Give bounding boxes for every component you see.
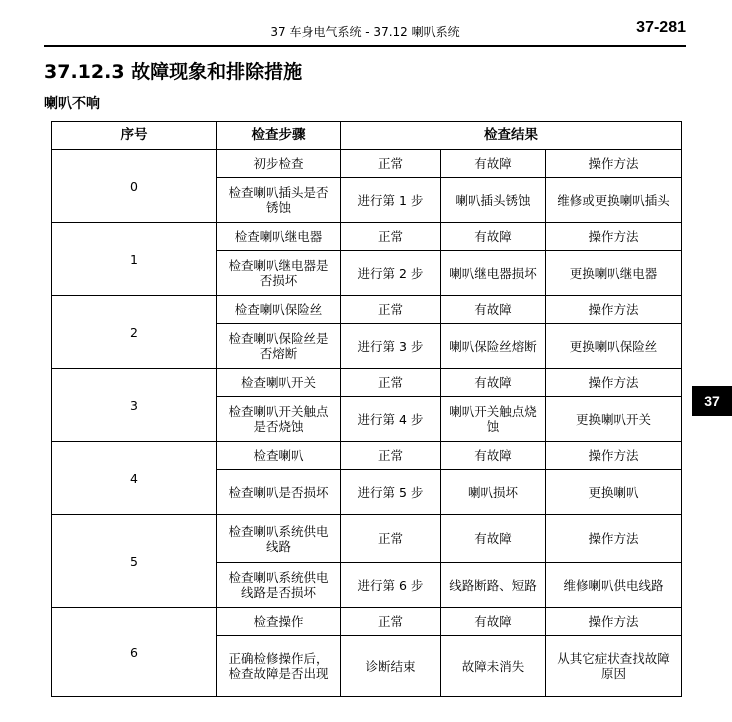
table-row [52, 369, 682, 397]
step-cell: 检查喇叭插头是否锈蚀 [217, 178, 341, 223]
table-row [52, 515, 682, 563]
running-header [44, 18, 686, 47]
result-action-cell: 维修喇叭供电线路 [546, 563, 682, 608]
result-action-cell: 从其它症状查找故障原因 [546, 636, 682, 697]
result-normal-cell: 进行第 1 步 [341, 178, 441, 223]
result-normal-cell: 进行第 3 步 [341, 324, 441, 369]
chapter-side-tab: 37 [692, 386, 732, 416]
result-fault-cell: 线路断路、短路 [441, 563, 546, 608]
step-cell: 检查喇叭是否损坏 [217, 470, 341, 515]
page-number: 37-281 [636, 19, 686, 36]
result-fault-cell: 有故障 [441, 296, 546, 324]
step-cell: 检查喇叭继电器 [217, 223, 341, 251]
header-step: 检查步骤 [217, 122, 341, 150]
result-fault-cell: 有故障 [441, 608, 546, 636]
result-fault-cell: 有故障 [441, 515, 546, 563]
step-cell: 检查操作 [217, 608, 341, 636]
subsection-title: 喇叭不响 [44, 96, 100, 112]
result-action-cell: 操作方法 [546, 608, 682, 636]
result-fault-cell: 喇叭插头锈蚀 [441, 178, 546, 223]
result-normal-cell: 进行第 5 步 [341, 470, 441, 515]
result-fault-cell: 喇叭损坏 [441, 470, 546, 515]
result-normal-cell: 进行第 6 步 [341, 563, 441, 608]
seq-cell: 3 [52, 369, 217, 442]
seq-cell: 4 [52, 442, 217, 515]
result-normal-cell: 正常 [341, 442, 441, 470]
result-fault-cell: 喇叭保险丝熔断 [441, 324, 546, 369]
step-cell: 检查喇叭继电器是否损坏 [217, 251, 341, 296]
result-fault-cell: 喇叭开关触点烧蚀 [441, 397, 546, 442]
result-action-cell: 更换喇叭开关 [546, 397, 682, 442]
result-fault-cell: 有故障 [441, 223, 546, 251]
result-action-cell: 操作方法 [546, 296, 682, 324]
header-result: 检查结果 [341, 122, 682, 150]
header-chapter-title: 37 车身电气系统 - 37.12 喇叭系统 [270, 25, 460, 39]
result-fault-cell: 喇叭继电器损坏 [441, 251, 546, 296]
result-action-cell: 操作方法 [546, 150, 682, 178]
result-action-cell: 操作方法 [546, 223, 682, 251]
step-cell: 检查喇叭开关 [217, 369, 341, 397]
result-fault-cell: 有故障 [441, 150, 546, 178]
result-normal-cell: 正常 [341, 223, 441, 251]
seq-cell: 2 [52, 296, 217, 369]
result-normal-cell: 诊断结束 [341, 636, 441, 697]
result-action-cell: 更换喇叭 [546, 470, 682, 515]
result-normal-cell: 正常 [341, 150, 441, 178]
seq-cell: 6 [52, 608, 217, 697]
seq-cell: 0 [52, 150, 217, 223]
step-cell: 初步检查 [217, 150, 341, 178]
header-seq: 序号 [52, 122, 217, 150]
step-cell: 检查喇叭系统供电线路 [217, 515, 341, 563]
table-row [52, 150, 682, 178]
step-cell: 检查喇叭系统供电线路是否损坏 [217, 563, 341, 608]
result-action-cell: 更换喇叭继电器 [546, 251, 682, 296]
result-fault-cell: 有故障 [441, 369, 546, 397]
table-row [52, 223, 682, 251]
result-normal-cell: 进行第 4 步 [341, 397, 441, 442]
result-action-cell: 更换喇叭保险丝 [546, 324, 682, 369]
result-normal-cell: 正常 [341, 369, 441, 397]
result-normal-cell: 正常 [341, 296, 441, 324]
table-row [52, 442, 682, 470]
step-cell: 检查喇叭开关触点是否烧蚀 [217, 397, 341, 442]
result-normal-cell: 正常 [341, 608, 441, 636]
table-row [52, 608, 682, 636]
result-normal-cell: 进行第 2 步 [341, 251, 441, 296]
step-cell: 检查喇叭保险丝是否熔断 [217, 324, 341, 369]
seq-cell: 1 [52, 223, 217, 296]
result-fault-cell: 有故障 [441, 442, 546, 470]
result-normal-cell: 正常 [341, 515, 441, 563]
seq-cell: 5 [52, 515, 217, 608]
result-action-cell: 操作方法 [546, 515, 682, 563]
result-action-cell: 操作方法 [546, 442, 682, 470]
table-header-row [52, 122, 682, 150]
step-cell: 正确检修操作后，检查故障是否出现 [217, 636, 341, 697]
result-fault-cell: 故障未消失 [441, 636, 546, 697]
step-cell: 检查喇叭 [217, 442, 341, 470]
table-row [52, 296, 682, 324]
section-title: 37.12.3 故障现象和排除措施 [44, 61, 303, 83]
result-action-cell: 操作方法 [546, 369, 682, 397]
step-cell: 检查喇叭保险丝 [217, 296, 341, 324]
diagnosis-table [51, 121, 682, 697]
result-action-cell: 维修或更换喇叭插头 [546, 178, 682, 223]
